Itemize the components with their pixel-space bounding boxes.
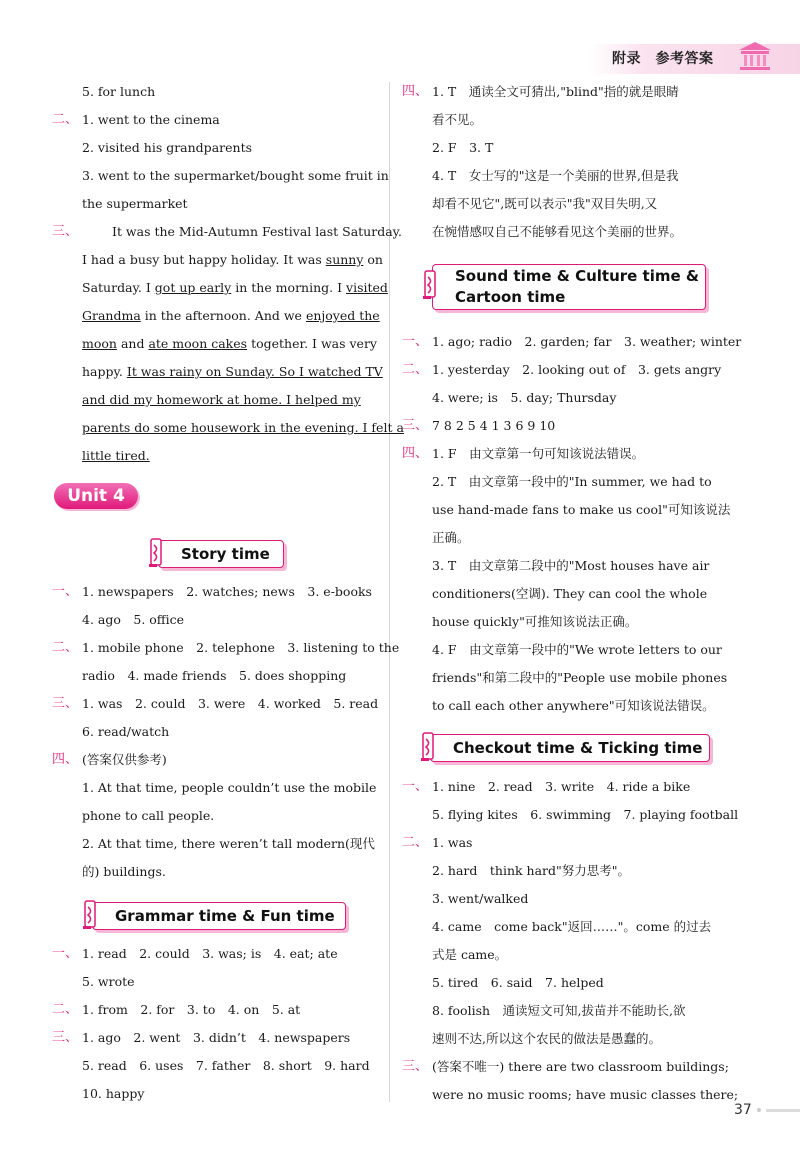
bookmark-pencil-icon [423, 269, 441, 301]
answer-line: 3. T 由文章第二段中的"Most houses have air [432, 558, 710, 573]
answer-line: (答案仅供参考) [82, 752, 167, 767]
answer-line: 4. ago 5. office [82, 612, 185, 627]
section-heading-grammar [92, 902, 346, 930]
section-title: Story time [181, 545, 270, 563]
answer-line: 1. mobile phone 2. telephone 3. listening to the [82, 640, 400, 655]
answer-line: 1. T 通读全文可猜出,"blind"指的就是眼睛 [432, 84, 679, 99]
answer-line: little tired. [82, 448, 150, 463]
answer-line: Grandma in the afternoon. And we enjoyed the [82, 308, 380, 323]
section-title: Grammar time & Fun time [115, 907, 335, 925]
page-header-title: 附录 参考答案 [612, 51, 714, 67]
section-marker: 二、 [402, 362, 429, 377]
answer-line: It was the Mid-Autumn Festival last Saturday. [112, 224, 403, 239]
answer-line: 的) buildings. [82, 864, 166, 879]
section-marker: 三、 [52, 224, 79, 239]
answer-line: phone to call people. [82, 808, 215, 823]
section-marker: 二、 [52, 640, 79, 655]
answer-line: 2. F 3. T [432, 140, 494, 155]
answer-line: 5. flying kites 6. swimming 7. playing football [432, 807, 739, 822]
answer-line: 速则不达,所以这个农民的做法是愚蠢的。 [432, 1031, 661, 1046]
section-marker: 一、 [52, 584, 79, 599]
answer-line: 6. read/watch [82, 724, 170, 739]
answer-line: to call each other anywhere"可知该说法错误。 [432, 698, 715, 713]
page-number: 37 [734, 1102, 752, 1118]
section-heading-checkout [430, 734, 710, 762]
unit-badge: Unit 4 [54, 483, 138, 509]
section-marker: 一、 [402, 334, 429, 349]
bookmark-pencil-icon [149, 537, 167, 569]
section-marker: 三、 [402, 1059, 429, 1074]
answer-line: 1. was 2. could 3. were 4. worked 5. read [82, 696, 379, 711]
answer-line: 1. nine 2. read 3. write 4. ride a bike [432, 779, 691, 794]
classical-building-icon [737, 40, 773, 72]
answer-line: 1. ago; radio 2. garden; far 3. weather; winter [432, 334, 742, 349]
answer-line: 1. read 2. could 3. was; is 4. eat; ate [82, 946, 338, 961]
answer-line: 1. was [432, 835, 473, 850]
section-heading-story [158, 540, 284, 568]
section-marker: 四、 [402, 446, 429, 461]
answer-line: 2. T 由文章第一段中的"In summer, we had to [432, 474, 712, 489]
answer-line: I had a busy but happy holiday. It was sunny on [82, 252, 383, 267]
answer-line: 4. came come back"返回……"。come 的过去 [432, 919, 712, 934]
answer-line: 4. T 女士写的"这是一个美丽的世界,但是我 [432, 168, 679, 183]
answer-line: the supermarket [82, 196, 188, 211]
answer-line: Saturday. I got up early in the morning. I visited [82, 280, 388, 295]
answer-line: 1. newspapers 2. watches; news 3. e-books [82, 584, 372, 599]
answer-line: 10. happy [82, 1086, 145, 1101]
bookmark-pencil-icon [421, 731, 439, 763]
answer-line: 正确。 [432, 530, 470, 545]
answer-line: 4. were; is 5. day; Thursday [432, 390, 617, 405]
section-marker: 四、 [52, 752, 79, 767]
section-title: Checkout time & Ticking time [453, 739, 703, 757]
answer-line: 5. tired 6. said 7. helped [432, 975, 604, 990]
answer-line: 却看不见它",既可以表示"我"双目失明,又 [432, 196, 658, 211]
answer-line: were no music rooms; have music classes there; [432, 1087, 739, 1102]
page-dot [757, 1108, 761, 1112]
section-marker: 二、 [52, 1002, 79, 1017]
answer-line: friends"和第二段中的"People use mobile phones [432, 670, 728, 685]
answer-line: 5. read 6. uses 7. father 8. short 9. hard [82, 1058, 370, 1073]
answer-line: 5. wrote [82, 974, 135, 989]
answer-line: 2. visited his grandparents [82, 140, 253, 155]
answer-line: 3. went to the supermarket/bought some fruit in [82, 168, 389, 183]
answer-line: 7 8 2 5 4 1 3 6 9 10 [432, 418, 556, 433]
section-marker: 四、 [402, 84, 429, 99]
answer-line: 1. At that time, people couldn’t use the mobile [82, 780, 377, 795]
answer-line: 式是 came。 [432, 947, 508, 962]
page-rule [766, 1109, 800, 1112]
answer-line: 1. ago 2. went 3. didn’t 4. newspapers [82, 1030, 351, 1045]
answer-line: 看不见。 [432, 112, 483, 127]
answer-line: 5. for lunch [82, 84, 156, 99]
section-marker: 二、 [52, 112, 79, 127]
answer-line: 2. At that time, there weren’t tall modern(现代 [82, 836, 375, 851]
answer-line: radio 4. made friends 5. does shopping [82, 668, 347, 683]
section-marker: 三、 [402, 418, 429, 433]
section-marker: 一、 [402, 779, 429, 794]
section-marker: 二、 [402, 835, 429, 850]
answer-line: use hand-made fans to make us cool"可知该说法 [432, 502, 731, 517]
section-title: Sound time & Culture time & Cartoon time [455, 267, 699, 306]
answer-line: conditioners(空调). They can cool the whole [432, 586, 708, 601]
answer-line: moon and ate moon cakes together. I was very [82, 336, 377, 351]
answer-line: 1. from 2. for 3. to 4. on 5. at [82, 1002, 301, 1017]
answer-line: house quickly"可推知该说法正确。 [432, 614, 638, 629]
answer-line: 8. foolish 通读短文可知,拔苗并不能助长,欲 [432, 1003, 686, 1018]
answer-line: parents do some housework in the evening. I felt a [82, 420, 404, 435]
answer-line: happy. It was rainy on Sunday. So I watched TV [82, 364, 383, 379]
answer-line: 在惋惜感叹自己不能够看见这个美丽的世界。 [432, 224, 683, 239]
answer-line: (答案不唯一) there are two classroom buildings; [432, 1059, 729, 1074]
section-heading-sound [432, 264, 706, 310]
answer-line: 2. hard think hard"努力思考"。 [432, 863, 631, 878]
answer-line: 1. went to the cinema [82, 112, 220, 127]
answer-line: 3. went/walked [432, 891, 529, 906]
section-marker: 三、 [52, 1030, 79, 1045]
answer-line: and did my homework at home. I helped my [82, 392, 361, 407]
answer-line: 4. F 由文章第一段中的"We wrote letters to our [432, 642, 722, 657]
section-marker: 三、 [52, 696, 79, 711]
bookmark-pencil-icon [83, 899, 101, 931]
answer-line: 1. yesterday 2. looking out of 3. gets angry [432, 362, 722, 377]
section-marker: 一、 [52, 946, 79, 961]
answer-line: 1. F 由文章第一句可知该说法错误。 [432, 446, 645, 461]
